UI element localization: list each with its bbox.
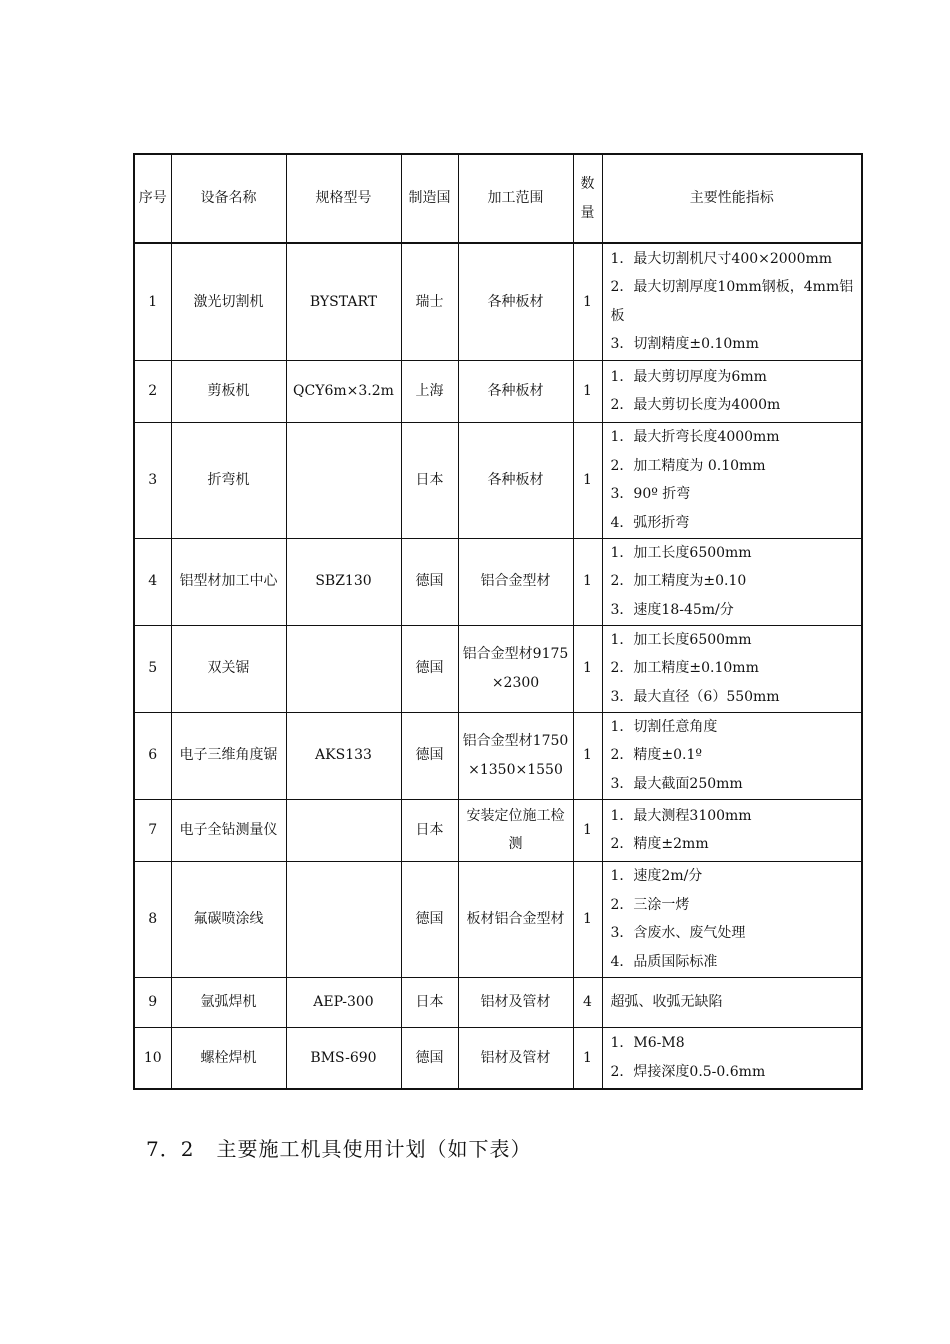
cell-range: 铝材及管材 xyxy=(458,977,573,1027)
cell-name: 铝型材加工中心 xyxy=(171,538,286,625)
cell-qty: 1 xyxy=(573,243,602,360)
cell-name: 折弯机 xyxy=(171,422,286,538)
perf-line: 2．精度±0.1º xyxy=(610,747,702,764)
cell-origin: 德国 xyxy=(401,538,458,625)
perf-line: 4．弧形折弯 xyxy=(610,514,690,531)
cell-perf xyxy=(602,1027,862,1089)
perf-line: 1．加工长度6500mm xyxy=(610,631,752,648)
section-number: 7．2 xyxy=(146,1137,195,1161)
cell-qty: 1 xyxy=(573,799,602,861)
cell-no: 8 xyxy=(134,861,171,977)
cell-range: 铝合金型材 xyxy=(458,538,573,625)
header-origin-label: 制造国 xyxy=(408,190,451,207)
cell-range: 各种板材 xyxy=(458,360,573,422)
header-range xyxy=(458,154,573,243)
cell-no: 9 xyxy=(134,977,171,1027)
cell-range: 安装定位施工检测 xyxy=(458,799,573,861)
cell-model: BMS-690 xyxy=(286,1027,401,1089)
cell-no: 10 xyxy=(134,1027,171,1089)
cell-no: 4 xyxy=(134,538,171,625)
cell-model: QCY6m×3.2m xyxy=(286,360,401,422)
perf-line: 2．最大切割厚度10mm钢板，4mm铝板 xyxy=(610,279,854,324)
perf-line: 2．精度±2mm xyxy=(610,836,709,852)
perf-line: 2．加工精度±0.10mm xyxy=(610,660,759,677)
cell-perf xyxy=(602,422,862,538)
cell-qty: 4 xyxy=(573,977,602,1027)
perf-line: 1．最大切割机尺寸400×2000mm xyxy=(610,250,833,267)
perf-line: 1．最大测程3100mm xyxy=(610,807,752,824)
cell-no: 5 xyxy=(134,625,171,712)
header-no-label: 序号 xyxy=(138,190,167,207)
cell-origin: 日本 xyxy=(401,977,458,1027)
cell-qty: 1 xyxy=(573,360,602,422)
equipment-table xyxy=(133,153,863,1090)
cell-no: 3 xyxy=(134,422,171,538)
table-row xyxy=(134,243,862,360)
cell-range: 铝合金型材1750×1350×1550 xyxy=(458,712,573,799)
cell-no: 1 xyxy=(134,243,171,360)
cell-name: 氟碳喷涂线 xyxy=(171,861,286,977)
cell-name: 螺栓焊机 xyxy=(171,1027,286,1089)
header-range-label: 加工范围 xyxy=(487,190,544,207)
perf-line: 1．加工长度6500mm xyxy=(610,544,752,561)
table-row xyxy=(134,977,862,1027)
cell-name: 氩弧焊机 xyxy=(171,977,286,1027)
cell-qty: 1 xyxy=(573,422,602,538)
cell-perf xyxy=(602,712,862,799)
header-perf-label: 主要性能指标 xyxy=(689,190,774,207)
perf-line: 3．最大截面250mm xyxy=(610,775,743,792)
section-title: 主要施工机具使用计划（如下表） xyxy=(216,1137,532,1161)
perf-line: 3．含废水、废气处理 xyxy=(610,925,746,941)
cell-name: 激光切割机 xyxy=(171,243,286,360)
table-row xyxy=(134,1027,862,1089)
cell-origin: 日本 xyxy=(401,799,458,861)
perf-line: 2．最大剪切长度为4000m xyxy=(610,397,781,413)
cell-perf xyxy=(602,799,862,861)
header-name-label: 设备名称 xyxy=(200,190,257,207)
header-qty xyxy=(573,154,602,243)
cell-perf xyxy=(602,625,862,712)
perf-line: 1．M6-M8 xyxy=(610,1035,685,1052)
cell-model: BYSTART xyxy=(286,243,401,360)
table-row xyxy=(134,799,862,861)
cell-origin: 德国 xyxy=(401,1027,458,1089)
perf-line: 2．三涂一烤 xyxy=(610,896,690,913)
cell-name: 剪板机 xyxy=(171,360,286,422)
cell-name: 电子三维角度锯 xyxy=(171,712,286,799)
cell-origin: 日本 xyxy=(401,422,458,538)
table-row xyxy=(134,538,862,625)
cell-qty: 1 xyxy=(573,1027,602,1089)
cell-model: AKS133 xyxy=(286,712,401,799)
perf-line: 3．最大直径（6）550mm xyxy=(610,688,780,705)
table-row xyxy=(134,625,862,712)
header-qty-label: 数量 xyxy=(580,176,595,221)
perf-line: 3．切割精度±0.10mm xyxy=(610,336,759,353)
table-header-row xyxy=(134,154,862,243)
perf-line: 1．最大折弯长度4000mm xyxy=(610,429,780,445)
perf-line: 2．加工精度为±0.10 xyxy=(610,573,747,590)
perf-line: 1．速度2m/分 xyxy=(610,868,703,884)
section-heading xyxy=(146,1133,531,1162)
cell-range: 板材铝合金型材 xyxy=(458,861,573,977)
header-model xyxy=(286,154,401,243)
header-model-label: 规格型号 xyxy=(315,190,372,207)
cell-perf xyxy=(602,360,862,422)
perf-line: 1．切割任意角度 xyxy=(610,718,718,735)
cell-no: 2 xyxy=(134,360,171,422)
header-perf xyxy=(602,154,862,243)
cell-perf xyxy=(602,861,862,977)
header-no xyxy=(134,154,171,243)
perf-line: 超弧、收弧无缺陷 xyxy=(610,993,723,1010)
cell-qty: 1 xyxy=(573,625,602,712)
cell-model xyxy=(286,799,401,861)
cell-qty: 1 xyxy=(573,712,602,799)
table-row xyxy=(134,360,862,422)
perf-line: 2．加工精度为 0.10mm xyxy=(610,457,766,474)
header-name xyxy=(171,154,286,243)
cell-perf xyxy=(602,243,862,360)
cell-no: 6 xyxy=(134,712,171,799)
cell-range: 铝材及管材 xyxy=(458,1027,573,1089)
table-row xyxy=(134,422,862,538)
table-row xyxy=(134,712,862,799)
equipment-table-body xyxy=(134,243,862,1089)
perf-line: 3．速度18-45m/分 xyxy=(610,601,734,618)
cell-range: 各种板材 xyxy=(458,243,573,360)
header-origin xyxy=(401,154,458,243)
perf-line: 1．最大剪切厚度为6mm xyxy=(610,368,767,385)
perf-line: 4．品质国际标准 xyxy=(610,953,718,970)
cell-origin: 德国 xyxy=(401,712,458,799)
cell-model: AEP-300 xyxy=(286,977,401,1027)
perf-line: 3．90º 折弯 xyxy=(610,486,691,502)
cell-perf xyxy=(602,977,862,1027)
cell-model xyxy=(286,861,401,977)
cell-origin: 德国 xyxy=(401,861,458,977)
cell-qty: 1 xyxy=(573,861,602,977)
cell-model xyxy=(286,625,401,712)
table-row xyxy=(134,861,862,977)
cell-range: 各种板材 xyxy=(458,422,573,538)
cell-name: 双关锯 xyxy=(171,625,286,712)
cell-perf xyxy=(602,538,862,625)
perf-line: 2．焊接深度0.5-0.6mm xyxy=(610,1063,766,1080)
cell-model: SBZ130 xyxy=(286,538,401,625)
cell-qty: 1 xyxy=(573,538,602,625)
cell-name: 电子全钻测量仪 xyxy=(171,799,286,861)
cell-range: 铝合金型材9175×2300 xyxy=(458,625,573,712)
cell-origin: 上海 xyxy=(401,360,458,422)
cell-origin: 瑞士 xyxy=(401,243,458,360)
cell-origin: 德国 xyxy=(401,625,458,712)
cell-no: 7 xyxy=(134,799,171,861)
cell-model xyxy=(286,422,401,538)
